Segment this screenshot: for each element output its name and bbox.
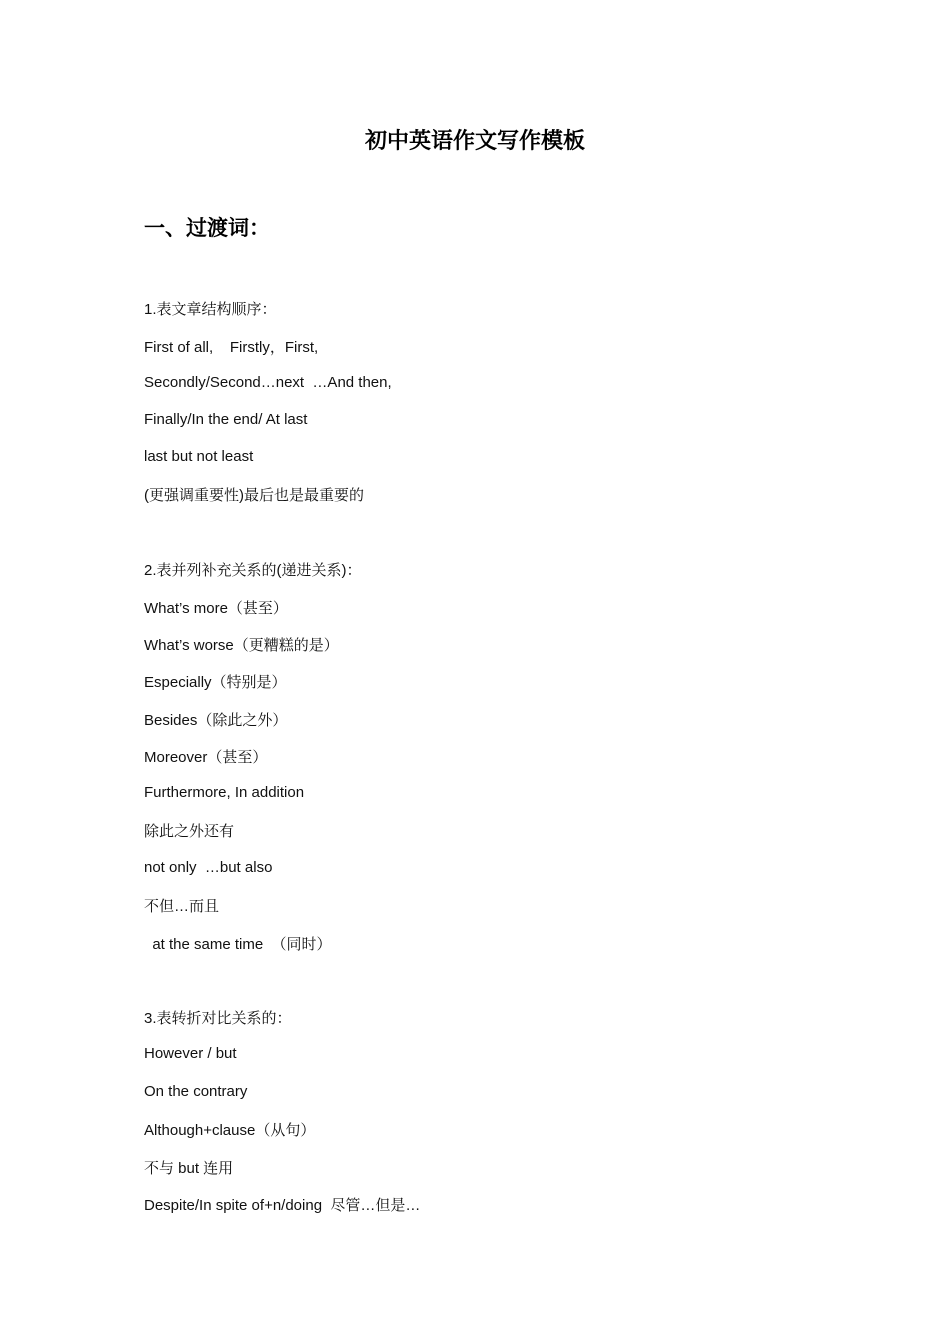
group3-heading: 3.表转折对比关系的： (144, 1010, 292, 1027)
text-line: What’s worse（更糟糕的是） (144, 637, 339, 654)
group1-heading: 1.表文章结构顺序： (144, 301, 277, 318)
text-line: Moreover（甚至） (144, 749, 268, 766)
text-line: First of all, Firstly，First, (144, 339, 319, 356)
text-line: Despite/In spite of+n/doing 尽管…但是… (144, 1197, 421, 1214)
text-line: last but not least (144, 448, 254, 465)
text-line: at the same time （同时） (144, 936, 332, 953)
text-line: Secondly/Second…next …And then, (144, 374, 392, 391)
section-heading: 一、过渡词： (144, 216, 270, 240)
text-line: 除此之外还有 (144, 823, 235, 840)
text-line: (更强调重要性)最后也是最重要的 (144, 487, 364, 504)
text-line: What’s more（甚至） (144, 600, 288, 617)
text-line: 不但…而且 (144, 898, 220, 915)
text-line: On the contrary (144, 1083, 248, 1100)
text-line: not only …but also (144, 859, 273, 876)
page-title: 初中英语作文写作模板 (364, 128, 585, 154)
group2-heading: 2.表并列补充关系的(递进关系)： (144, 562, 362, 579)
text-line: Besides（除此之外） (144, 712, 288, 729)
text-line: Although+clause（从句） (144, 1122, 316, 1139)
text-line: Finally/In the end/ At last (144, 411, 308, 428)
text-line: 不与 but 连用 (144, 1160, 234, 1177)
text-line: However / but (144, 1045, 237, 1062)
text-line: Furthermore, In addition (144, 784, 305, 801)
text-line: Especially（特别是） (144, 674, 287, 691)
